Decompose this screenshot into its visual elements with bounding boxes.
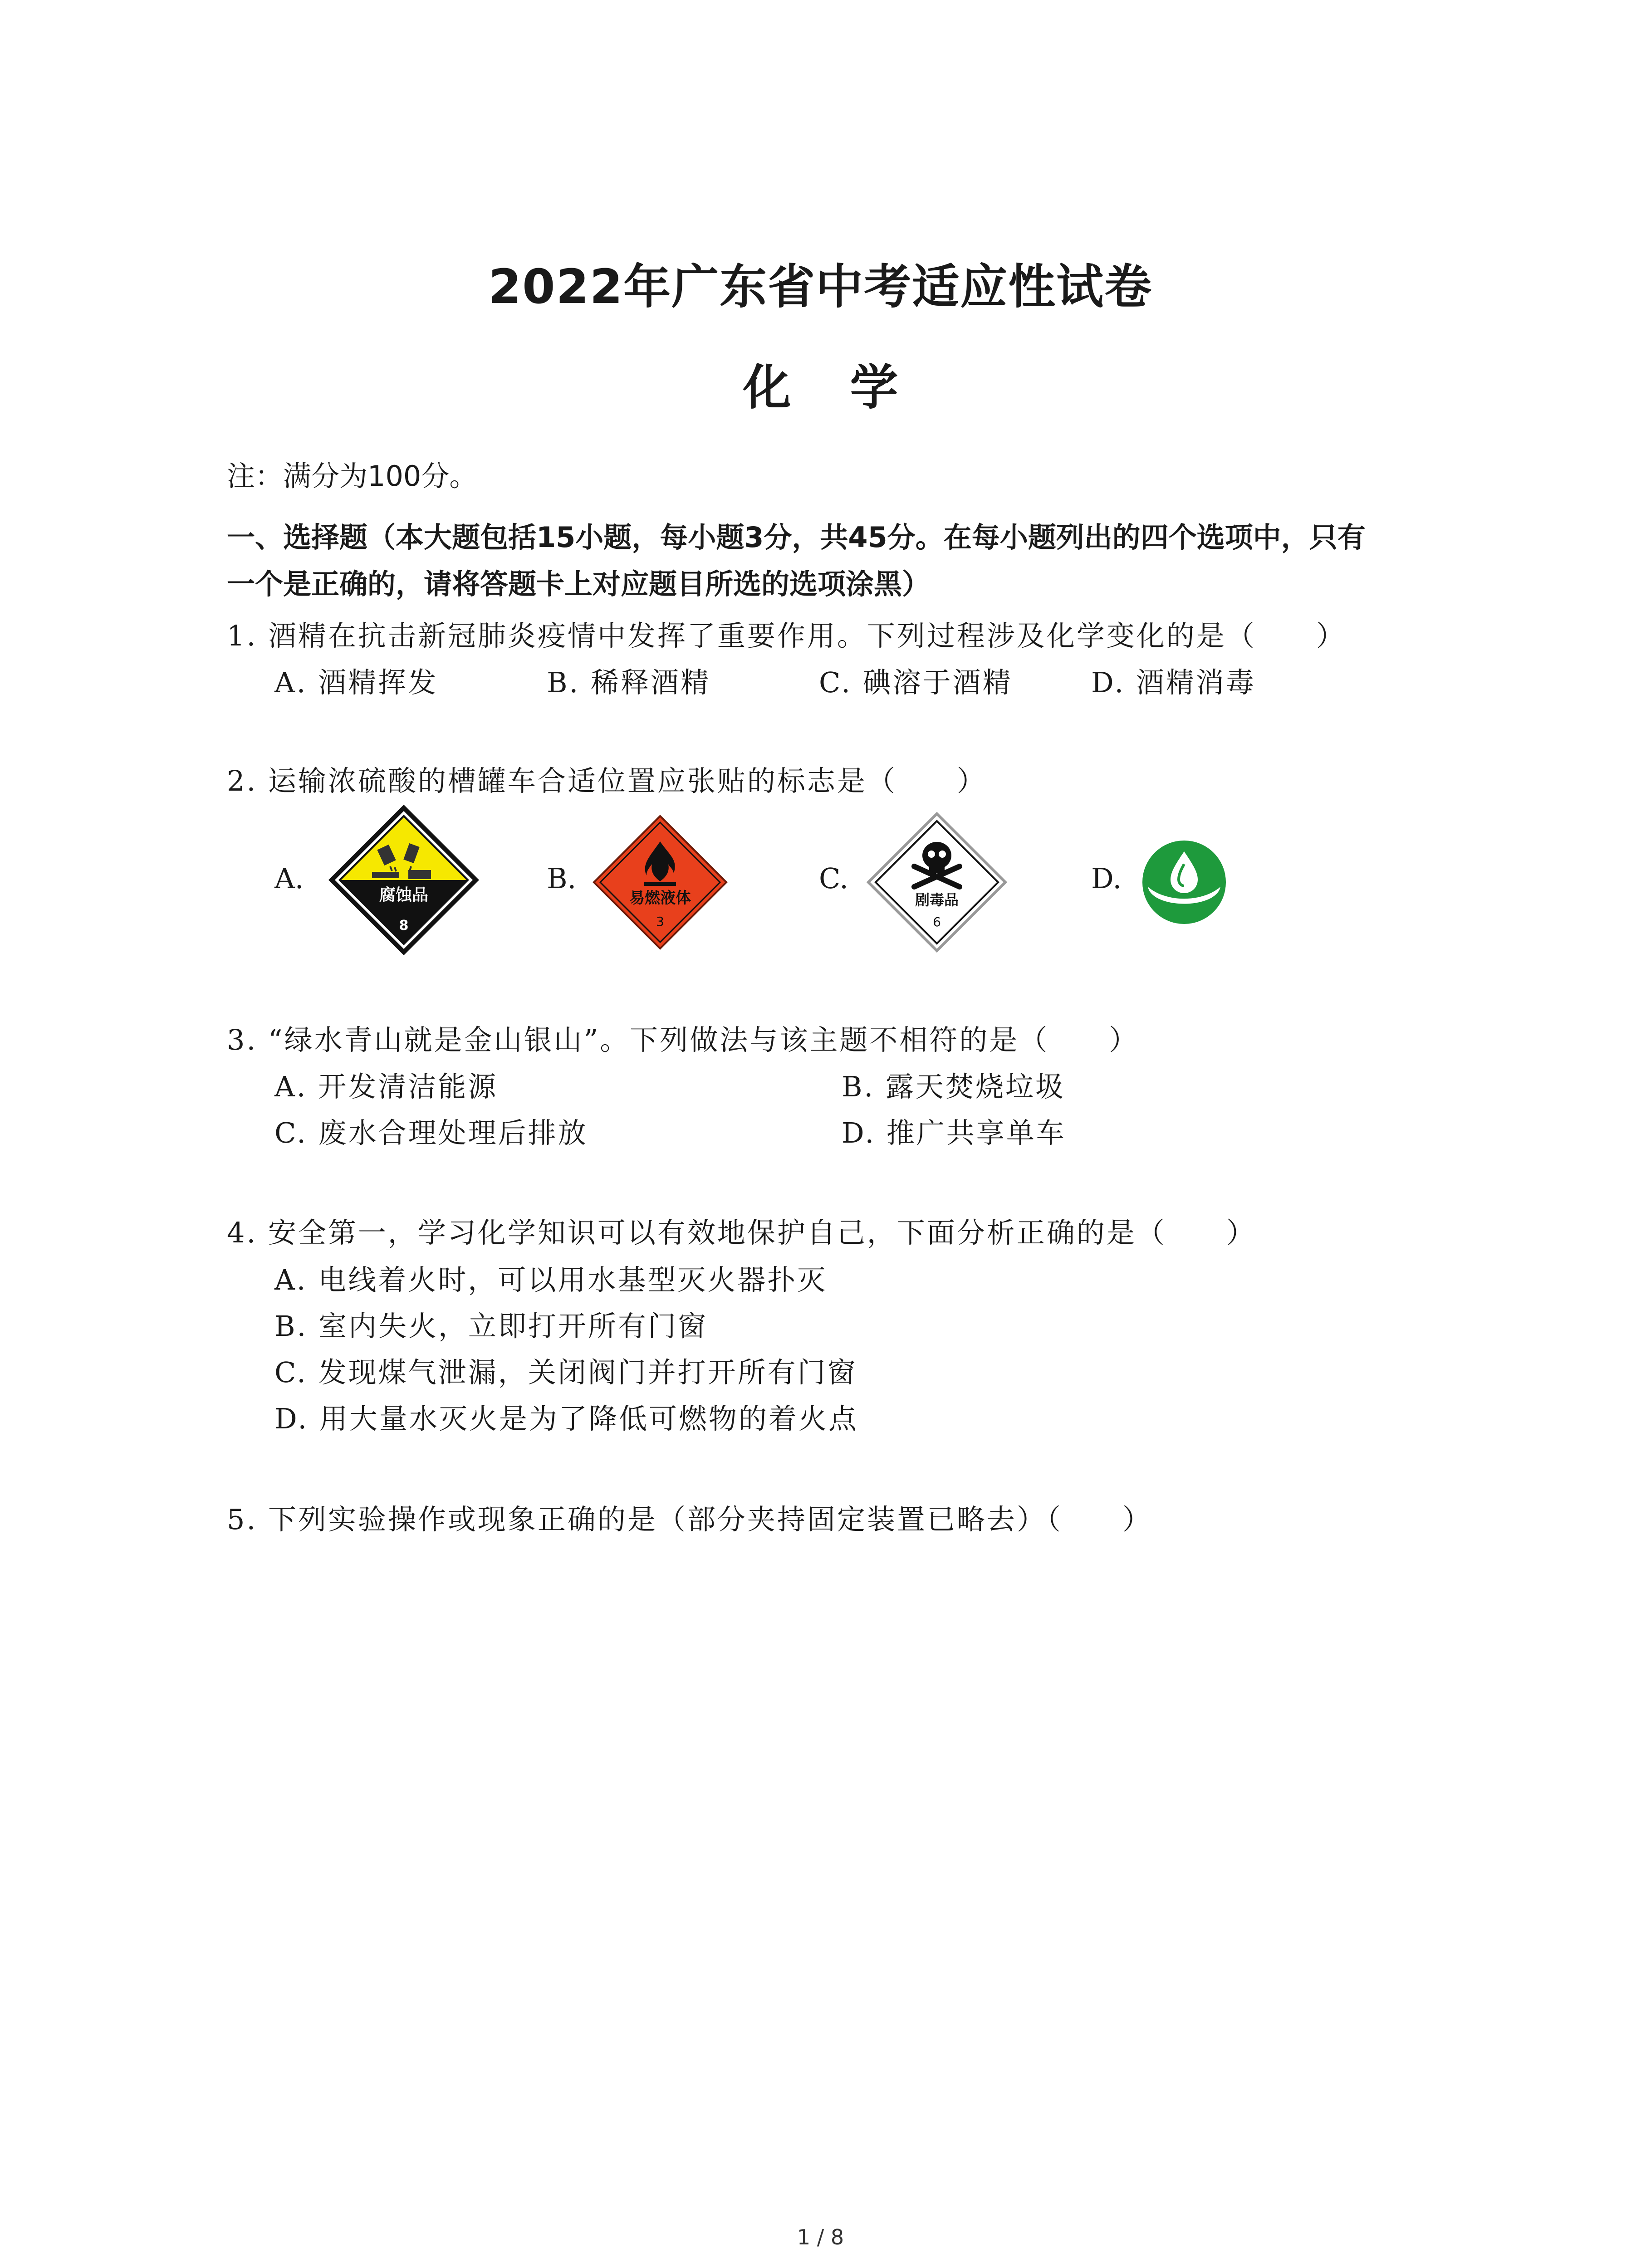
- question-3-stem: 3. “绿水青山就是金山银山”。下列做法与该主题不相符的是（ ）: [227, 1023, 1139, 1056]
- question-1-option-c: C. 碘溶于酒精: [819, 666, 1013, 699]
- page-number: 1 / 8: [797, 2225, 844, 2249]
- flammable-sign-number: 3: [656, 914, 664, 929]
- water-saving-icon: [1142, 841, 1226, 924]
- question-1-option-d: D. 酒精消毒: [1091, 666, 1256, 699]
- toxic-sign-number: 6: [933, 914, 941, 929]
- question-4-option-c: C. 发现煤气泄漏，关闭阀门并打开所有门窗: [274, 1356, 857, 1389]
- question-2-option-d-letter: D.: [1091, 862, 1122, 895]
- question-1-option-b: B. 稀释酒精: [547, 666, 710, 699]
- question-2-option-b-letter: B.: [547, 862, 577, 895]
- question-3-option-b: B. 露天焚烧垃圾: [842, 1070, 1065, 1103]
- toxic-sign-label: 剧毒品: [915, 891, 959, 909]
- question-4-option-a: A. 电线着火时，可以用水基型灭火器扑灭: [274, 1263, 828, 1296]
- toxic-sign: [867, 812, 1007, 953]
- section-instructions-line2: 一个是正确的，请将答题卡上对应题目所选的选项涂黑）: [227, 567, 931, 601]
- question-4-stem: 4. 安全第一，学习化学知识可以有效地保护自己，下面分析正确的是（ ）: [227, 1216, 1256, 1249]
- question-1-option-a: A. 酒精挥发: [274, 666, 438, 699]
- subject-title: 化学: [743, 360, 957, 415]
- section-instructions-line1: 一、选择题（本大题包括15小题，每小题3分，共45分。在每小题列出的四个选项中，只有: [227, 521, 1366, 554]
- question-2-option-a-letter: A.: [274, 862, 304, 895]
- flammable-liquid-sign: [592, 814, 728, 950]
- question-3-option-d: D. 推广共享单车: [842, 1116, 1066, 1149]
- question-1-stem: 1. 酒精在抗击新冠肺炎疫情中发挥了重要作用。下列过程涉及化学变化的是（ ）: [227, 619, 1346, 652]
- exam-title: 2022年广东省中考适应性试卷: [488, 259, 1153, 314]
- water-saving-logo: [1139, 837, 1230, 928]
- corrosive-sign: [327, 803, 481, 957]
- question-2-stem: 2. 运输浓硫酸的槽罐车合适位置应张贴的标志是（ ）: [227, 764, 987, 797]
- corrosive-sign-number: 8: [399, 918, 409, 934]
- question-3-option-c: C. 废水合理处理后排放: [274, 1116, 588, 1149]
- question-4-option-b: B. 室内失火，立即打开所有门窗: [274, 1310, 708, 1343]
- corrosive-sign-label: 腐蚀品: [379, 886, 429, 904]
- flammable-sign-label: 易燃液体: [629, 889, 691, 907]
- question-5-stem: 5. 下列实验操作或现象正确的是（部分夹持固定装置已略去）（ ）: [227, 1503, 1152, 1536]
- question-3-option-a: A. 开发清洁能源: [274, 1070, 498, 1103]
- question-2-option-c-letter: C.: [819, 862, 848, 895]
- question-4-option-d: D. 用大量水灭火是为了降低可燃物的着火点: [274, 1402, 858, 1435]
- score-note: 注：满分为100分。: [227, 459, 478, 493]
